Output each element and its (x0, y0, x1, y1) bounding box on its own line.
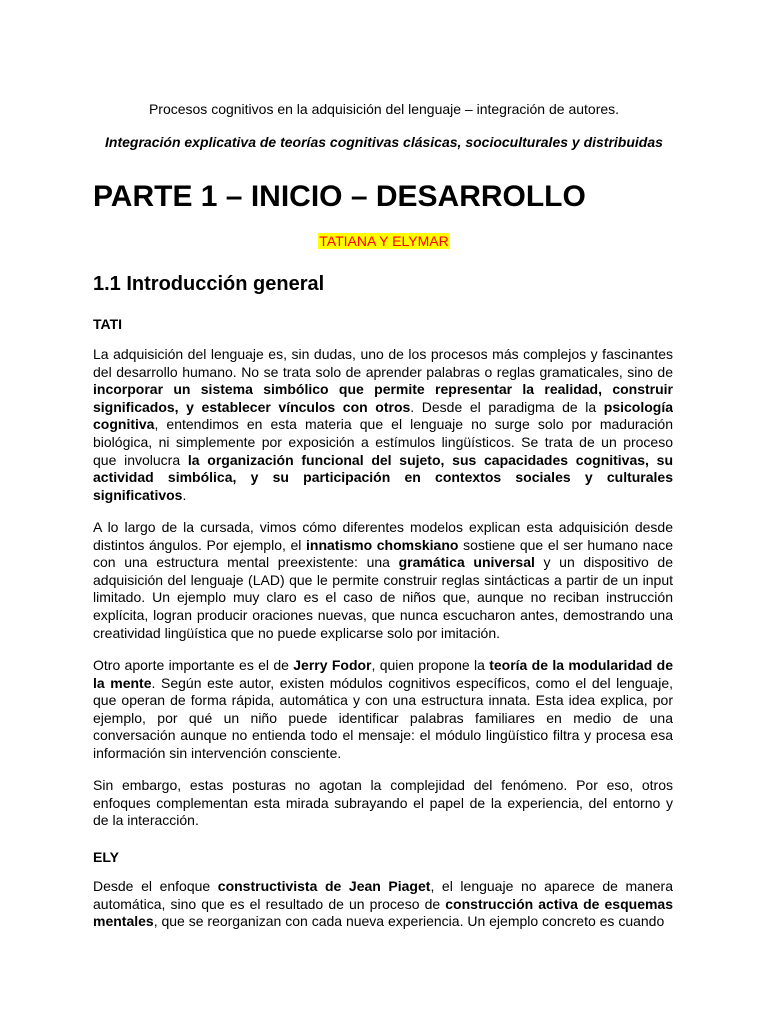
paragraph-piaget (93, 878, 673, 931)
text-run: La adquisición del lenguaje es, sin dudas, uno de los procesos más complejos y fascinantes (93, 346, 673, 362)
bold-text: la organización funcional del sujeto, sus capacidades cognitivas, su (187, 451, 673, 468)
paragraph-line (93, 519, 673, 537)
paragraph-line (93, 364, 673, 382)
text-run: , entendimos en esta materia que el lenguaje no surge solo por maduración (154, 416, 673, 433)
text-run: distintos ángulos. Por ejemplo, el (93, 536, 307, 553)
paragraph-line (93, 452, 673, 470)
text-run: Desde el enfoque (93, 878, 218, 894)
paragraph-line (93, 487, 673, 505)
bold-text: Jerry Fodor (293, 657, 372, 673)
paragraph-line (93, 625, 673, 643)
paragraph-line (93, 469, 673, 487)
paragraph-line (93, 795, 673, 813)
text-run: ejemplo, por qué un niño puede identificar palabras familiares en medio de una (93, 709, 673, 726)
authors-highlight: TATIANA Y ELYMAR (319, 233, 449, 249)
paragraph-line (93, 572, 673, 590)
text-run: , quien propone la (371, 657, 490, 673)
text-run: Otro aporte importante es el de (93, 657, 294, 673)
text-run: del desarrollo humano. No se trata solo de aprender palabras o reglas gramaticales, sino de (93, 363, 673, 380)
text-run: adquisición del lenguaje (LAD) que le permite construir reglas sintácticas a partir de un input (93, 571, 673, 588)
author-label-tati: TATI (93, 316, 123, 332)
text-run: . Según este autor, existen módulos cognitivos específicos, como el del lenguaje, (151, 674, 673, 691)
paragraph-line (93, 416, 673, 434)
paragraph-line (93, 381, 673, 399)
bold-text: gramática universal (398, 554, 535, 571)
text-run: que operan de forma rápida, automática y con una estructura innata. Esta idea explica, por (93, 692, 673, 709)
text-run: biológica, ni simplemente por exposición a estímulos lingüísticos. Se trata de un proceso (93, 433, 673, 450)
text-run: creatividad lingüística que no puede explicarse solo por imitación. (93, 624, 501, 641)
paragraph-line (93, 812, 673, 830)
text-run: . (182, 486, 187, 503)
text-run: conversación aunque no entienda todo el mensaje: el módulo lingüístico filtra y procesa esa (93, 727, 673, 744)
text-run: información sin intervención consciente. (93, 744, 342, 761)
paragraph-line (93, 657, 673, 675)
text-run: . Desde el paradigma de la (410, 398, 604, 415)
text-run: de la interacción. (93, 812, 199, 829)
text-run: explícita, logran producir oraciones nuevas, que nunca escucharon antes, demostrando una (93, 606, 673, 623)
document-header: Procesos cognitivos en la adquisición del lenguaje – integración de autores. (148, 101, 620, 117)
bold-text: incorporar un sistema simbólico que permite representar la realidad, construir (93, 381, 673, 398)
text-run: A lo largo de la cursada, vimos cómo diferentes modelos explican esta adquisición desde (93, 519, 673, 535)
document-subtitle: Integración explicativa de teorías cognitivas clásicas, socioculturales y distribuidas (105, 134, 663, 150)
bold-text: significados, y establecer vínculos con otros (93, 398, 411, 415)
paragraph-line (93, 346, 673, 364)
part-title: PARTE 1 – INICIO – DESARROLLO (93, 180, 586, 213)
bold-text: construcción activa de esquemas (445, 895, 673, 912)
author-label-ely: ELY (93, 849, 119, 865)
paragraph-line (93, 692, 673, 710)
bold-text: innatismo chomskiano (306, 536, 459, 553)
paragraph-line (93, 589, 673, 607)
paragraph-transition (93, 777, 673, 830)
bold-text: mentales (93, 913, 154, 930)
paragraph-line (93, 896, 673, 914)
text-run: sostiene que el ser humano nace (458, 536, 673, 553)
paragraph-line (93, 399, 673, 417)
paragraph-line (93, 710, 673, 728)
paragraph-fodor (93, 657, 673, 763)
bold-text: constructivista de Jean Piaget (217, 878, 431, 894)
paragraph-line (93, 537, 673, 555)
paragraph-line (93, 878, 673, 896)
paragraph-line (93, 913, 673, 931)
paragraph-line (93, 554, 673, 572)
paragraph-line (93, 727, 673, 745)
text-run: , que se reorganizan con cada nueva experiencia. Un ejemplo concreto es cuando (153, 913, 665, 930)
bold-text: cognitiva (93, 416, 155, 433)
bold-text: actividad simbólica, y su participación en contextos sociales y culturales (93, 469, 673, 486)
text-run: automática, sino que es el resultado de un proceso de (93, 895, 446, 912)
bold-text: la mente (93, 674, 152, 691)
text-run: Sin embargo, estas posturas no agotan la complejidad del fenómeno. Por eso, otros (93, 777, 673, 793)
bold-text: teoría de la modularidad de (489, 657, 673, 673)
paragraph-line (93, 607, 673, 625)
paragraph-intro (93, 346, 673, 504)
paragraph-chomsky (93, 519, 673, 642)
bold-text: significativos (93, 486, 183, 503)
bold-text: psicología (603, 398, 673, 415)
text-run: enfoques complementan esta mirada subrayando el papel de la experiencia, del entorno y (93, 794, 673, 811)
paragraph-line (93, 745, 673, 763)
text-run: y un dispositivo de (534, 554, 673, 571)
text-run: , el lenguaje no aparece de manera (430, 878, 673, 894)
section-title: 1.1 Introducción general (93, 273, 325, 295)
text-run: limitado. Un ejemplo muy claro es el caso de niños que, aunque no reciban instrucción (93, 589, 673, 606)
authors-line (0, 232, 768, 250)
text-run: que involucra (93, 451, 188, 468)
paragraph-line (93, 434, 673, 452)
text-run: con una estructura mental preexistente: una (93, 554, 399, 571)
paragraph-line (93, 777, 673, 795)
paragraph-line (93, 675, 673, 693)
